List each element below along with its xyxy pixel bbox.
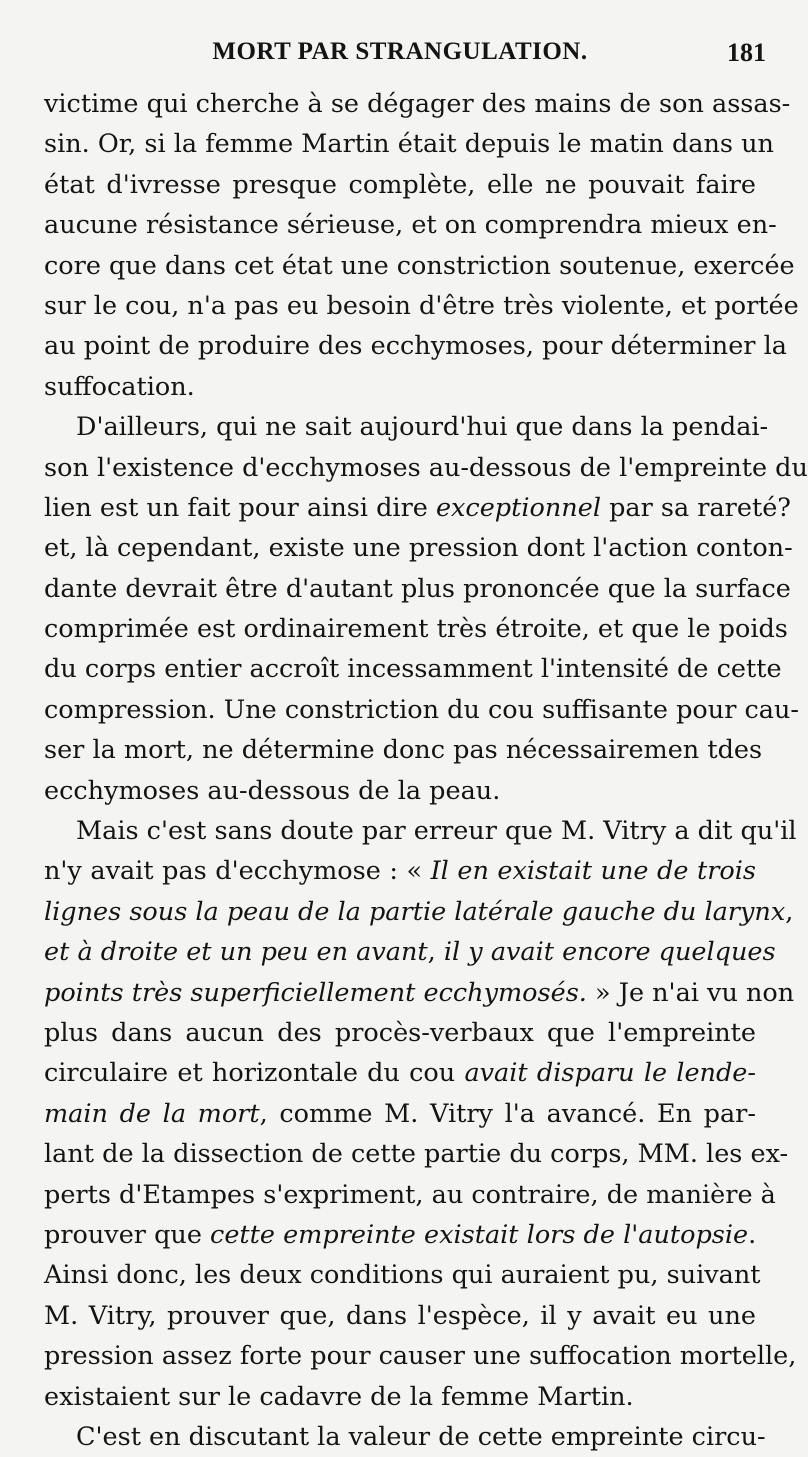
text-line	[44, 1255, 761, 1295]
text-span: suffocation.	[44, 371, 195, 402]
text-span: lien est un fait pour ainsi dire	[44, 492, 436, 523]
text-span: et, là cependant, existe une pression dont l'action conton-	[44, 533, 793, 564]
text-span: ,	[785, 896, 794, 927]
text-span: ,	[427, 937, 444, 968]
text-line	[44, 407, 769, 447]
text-line	[44, 649, 782, 689]
italic-text: points très superficiellement ecchymosés.	[44, 977, 587, 1008]
italic-text: exceptionnel	[435, 492, 601, 523]
text-span: circulaire et horizontale du cou	[44, 1058, 465, 1089]
text-line	[44, 1053, 756, 1093]
text-span: perts d'Etampes s'expriment, au contraire, de manière à	[44, 1179, 776, 1210]
text-line	[44, 1417, 766, 1457]
text-line	[44, 851, 756, 891]
text-line	[44, 609, 788, 649]
page-number: 181	[727, 38, 766, 67]
text-span: Ainsi donc, les deux conditions qui auraient pu, suivant	[44, 1260, 761, 1291]
italic-text: cette empreinte existait lors de l'autopsie	[210, 1219, 749, 1250]
text-span: D'ailleurs, qui ne sait aujourd'hui que dans la pendai-	[76, 412, 769, 443]
text-line	[44, 973, 795, 1013]
italic-text: Il en existait une de trois	[430, 856, 756, 887]
text-span: comprimée est ordinairement très étroite, et que le poids	[44, 614, 788, 645]
text-span: prouver que	[44, 1219, 211, 1250]
text-line	[44, 932, 776, 972]
text-line	[44, 165, 756, 205]
text-line	[44, 1377, 756, 1417]
text-span: au point de produire des ecchymoses, pour déterminer la	[44, 331, 787, 362]
text-line	[44, 367, 756, 407]
text-span: » Je n'ai vu non	[586, 977, 795, 1008]
running-head: MORT PAR STRANGULATION.	[212, 38, 588, 65]
text-span: Mais c'est sans doute par erreur que M. Vitry a dit qu'il	[76, 816, 797, 847]
text-span: par sa rareté?	[600, 492, 791, 523]
text-span: existaient sur le cadavre de la femme Martin.	[44, 1381, 634, 1412]
text-line	[44, 690, 800, 730]
italic-text: main de la mort	[44, 1098, 260, 1129]
text-span: sur le cou, n'a pas eu besoin d'être très violente, et portée	[44, 290, 799, 321]
text-span: .	[748, 1219, 757, 1250]
text-line	[44, 205, 777, 245]
text-span: plus dans aucun des procès-verbaux que l'empreinte	[44, 1017, 756, 1048]
text-span: dante devrait être d'autant plus prononcée que la surface	[44, 573, 791, 604]
text-span: état d'ivresse presque complète, elle ne pouvait faire	[44, 169, 756, 200]
text-span: C'est en discutant la valeur de cette empreinte circu-	[76, 1421, 766, 1452]
text-line	[44, 1215, 756, 1255]
text-span: compression. Une constriction du cou suffisante pour cau-	[44, 694, 800, 725]
text-line	[44, 1336, 797, 1376]
italic-text: avait disparu le lende-	[464, 1058, 757, 1089]
text-line	[44, 1094, 756, 1134]
text-line	[44, 1296, 756, 1336]
text-line	[44, 124, 774, 164]
text-span: M. Vitry, prouver que, dans l'espèce, il y avait eu une	[44, 1300, 756, 1331]
text-line	[44, 286, 799, 326]
text-span: son l'existence d'ecchymoses au-dessous de l'empreinte du	[44, 452, 808, 483]
text-line	[44, 246, 795, 286]
text-line	[44, 326, 787, 366]
text-line	[44, 771, 756, 811]
text-line	[44, 1134, 789, 1174]
body-text	[44, 84, 808, 1457]
text-line	[44, 1175, 776, 1215]
text-line	[44, 1013, 756, 1053]
italic-text: et à droite et un peu en avant	[44, 937, 428, 968]
text-span: n'y avait pas d'ecchymose : «	[44, 856, 431, 887]
italic-text: lignes sous la peau de la partie latérale gauche du larynx	[44, 896, 786, 927]
text-span: du corps entier accroît incessamment l'intensité de cette	[44, 654, 782, 685]
text-span: pression assez forte pour causer une suffocation mortelle,	[44, 1341, 797, 1372]
text-line	[44, 84, 791, 124]
text-line	[44, 569, 791, 609]
text-line	[44, 488, 791, 528]
text-span: victime qui cherche à se dégager des mains de son assas-	[44, 89, 791, 119]
text-line	[44, 811, 797, 851]
text-line	[44, 448, 808, 488]
text-span: ser la mort, ne détermine donc pas nécessairemen tdes	[44, 735, 763, 766]
text-span: core que dans cet état une constriction soutenue, exercée	[44, 250, 795, 281]
text-span: lant de la dissection de cette partie du corps, MM. les ex-	[44, 1139, 789, 1170]
text-line	[44, 892, 794, 932]
text-span: aucune résistance sérieuse, et on comprendra mieux en-	[44, 210, 777, 241]
text-span: ecchymoses au-dessous de la peau.	[44, 775, 501, 806]
text-span: , comme M. Vitry l'a avancé. En par-	[259, 1098, 756, 1129]
page-header	[0, 38, 800, 74]
italic-text: il y avait encore quelques	[443, 937, 776, 968]
text-line	[44, 730, 763, 770]
text-line	[44, 528, 793, 568]
text-span: sin. Or, si la femme Martin était depuis le matin dans un	[44, 129, 774, 160]
